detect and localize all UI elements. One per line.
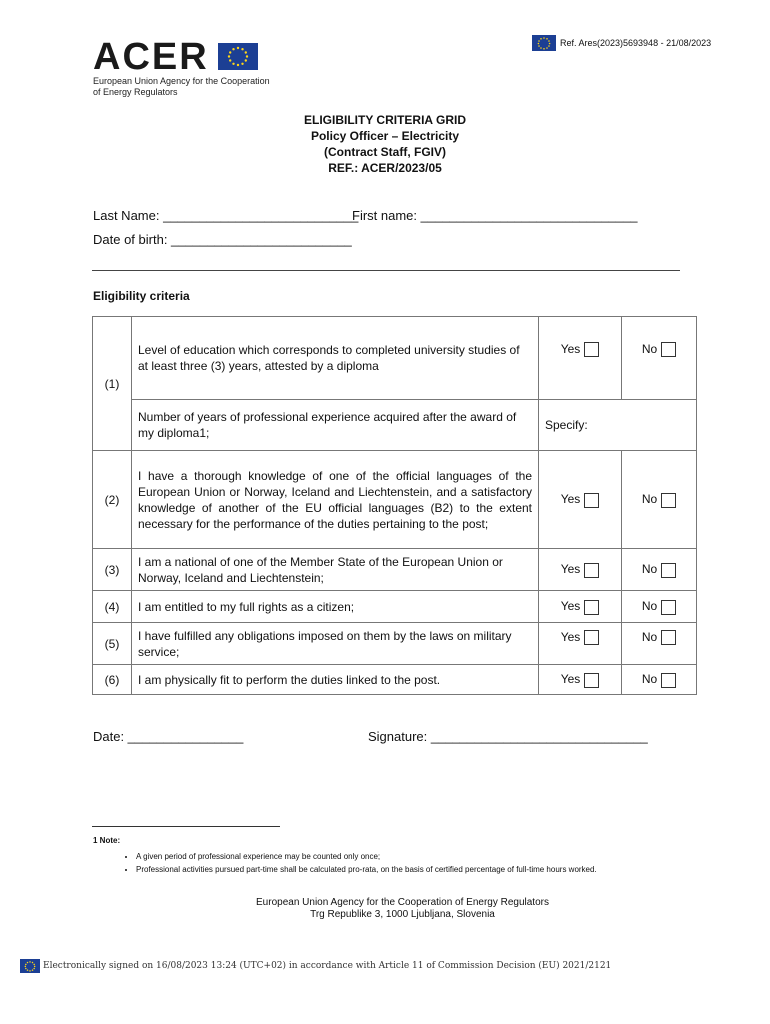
footnote-item: • A given period of professional experience may be counted only once; — [136, 850, 704, 863]
row-number: (1) — [93, 317, 132, 451]
table-row — [93, 591, 697, 623]
criterion-text: I am entitled to my full rights as a citizen; — [132, 591, 539, 623]
electronic-signature-note: Electronically signed on 16/08/2023 13:24 (UTC+02) in accordance with Article 11 of Commission Decision (EU) 2021/2121 — [43, 961, 612, 971]
yes-cell — [539, 451, 622, 549]
yes-label: Yes — [560, 599, 581, 614]
yes-cell — [539, 549, 622, 591]
section-title: Eligibility criteria — [93, 289, 190, 303]
yes-label: Yes — [560, 562, 581, 577]
no-label: No — [641, 562, 658, 577]
logo-subtitle-line-1: European Union Agency for the Cooperation — [93, 76, 270, 86]
criterion-text: Level of education which corresponds to completed university studies of at least three (3) years, attested by a diploma — [132, 317, 539, 400]
criterion-text: I am a national of one of the Member State of the European Union or Norway, Iceland and Liechtenstein; — [132, 549, 539, 591]
first-name-field[interactable]: First name: ______________________________ — [352, 208, 638, 223]
eu-stars-icon — [532, 35, 556, 51]
row-number: (3) — [93, 549, 132, 591]
table-row — [93, 549, 697, 591]
no-checkbox[interactable] — [661, 563, 676, 578]
footnote-list — [112, 850, 704, 876]
row-number: (5) — [93, 623, 132, 665]
table-row — [93, 451, 697, 549]
no-cell — [622, 665, 697, 695]
no-label: No — [641, 492, 658, 507]
specify-cell[interactable] — [539, 400, 697, 451]
document-title — [0, 112, 770, 176]
no-cell — [622, 451, 697, 549]
date-field[interactable]: Date: ________________ — [93, 729, 244, 744]
title-line-4: REF.: ACER/2023/05 — [328, 161, 442, 175]
no-label: No — [641, 630, 658, 644]
esign-flag-icon — [20, 959, 40, 973]
yes-cell — [539, 591, 622, 623]
row-number: (6) — [93, 665, 132, 695]
footer-address — [0, 897, 770, 921]
table-row — [93, 623, 697, 665]
no-checkbox[interactable] — [661, 630, 676, 645]
specify-label: Specify: — [545, 418, 588, 432]
no-cell — [622, 591, 697, 623]
address-line-2: Trg Republike 3, 1000 Ljubljana, Slovenia — [310, 909, 495, 920]
title-line-2: Policy Officer – Electricity — [310, 129, 460, 143]
document-reference: Ref. Ares(2023)5693948 - 21/08/2023 — [560, 38, 712, 48]
acer-logo-flag-icon — [218, 43, 258, 70]
yes-checkbox[interactable] — [584, 600, 599, 615]
table-row — [93, 400, 697, 451]
no-checkbox[interactable] — [661, 600, 676, 615]
signature-field[interactable]: Signature: ______________________________ — [368, 729, 648, 744]
yes-checkbox[interactable] — [584, 673, 599, 688]
acer-logo-text: ACER — [93, 36, 209, 78]
table-row — [93, 665, 697, 695]
yes-cell — [539, 665, 622, 695]
criterion-text: I have fulfilled any obligations imposed on them by the laws on military service; — [132, 623, 539, 665]
criterion-text: I am physically fit to perform the duties linked to the post. — [132, 665, 539, 695]
yes-checkbox[interactable] — [584, 563, 599, 578]
yes-label: Yes — [560, 672, 581, 687]
criterion-text: Number of years of professional experience acquired after the award of my diploma1; — [132, 400, 539, 451]
table-row — [93, 317, 697, 400]
criterion-text: I have a thorough knowledge of one of the official languages of the European Union or Norway, Iceland and Liechtenstein, and a satisfactory knowledge of another of the EU official languages (B2) to the extent necessary for the performance of the duties pertaining to the post; — [132, 451, 539, 549]
esign-stars-icon — [20, 959, 40, 973]
yes-cell — [539, 317, 622, 400]
no-checkbox[interactable] — [661, 493, 676, 508]
no-cell — [622, 317, 697, 400]
yes-label: Yes — [560, 492, 581, 507]
eligibility-table — [92, 316, 697, 695]
logo-subtitle — [93, 76, 270, 98]
no-label: No — [641, 599, 658, 614]
title-line-1: ELIGIBILITY CRITERIA GRID — [303, 113, 466, 127]
yes-label: Yes — [560, 342, 581, 356]
yes-checkbox[interactable] — [584, 630, 599, 645]
no-checkbox[interactable] — [661, 342, 676, 357]
yes-checkbox[interactable] — [584, 493, 599, 508]
logo-stars-icon — [218, 43, 258, 70]
footnote-divider — [92, 826, 280, 827]
row-number: (2) — [93, 451, 132, 549]
no-label: No — [641, 672, 658, 687]
row-number: (4) — [93, 591, 132, 623]
no-cell — [622, 549, 697, 591]
last-name-field[interactable]: Last Name: ___________________________ — [93, 208, 359, 223]
eu-flag-icon — [532, 35, 556, 51]
date-of-birth-field[interactable]: Date of birth: _________________________ — [93, 232, 352, 247]
footnote-heading: 1 Note: — [93, 836, 121, 845]
yes-label: Yes — [560, 630, 581, 644]
divider — [92, 270, 680, 271]
title-line-3: (Contract Staff, FGIV) — [324, 145, 446, 159]
logo-subtitle-line-2: of Energy Regulators — [93, 87, 178, 97]
yes-cell — [539, 623, 622, 665]
address-line-1: European Union Agency for the Cooperation of Energy Regulators — [256, 897, 549, 908]
footnote-item: • Professional activities pursued part-time shall be calculated pro-rata, on the basis of certified percentage of full-time hours worked. — [136, 863, 704, 876]
yes-checkbox[interactable] — [584, 342, 599, 357]
no-checkbox[interactable] — [661, 673, 676, 688]
no-cell — [622, 623, 697, 665]
no-label: No — [641, 342, 658, 356]
